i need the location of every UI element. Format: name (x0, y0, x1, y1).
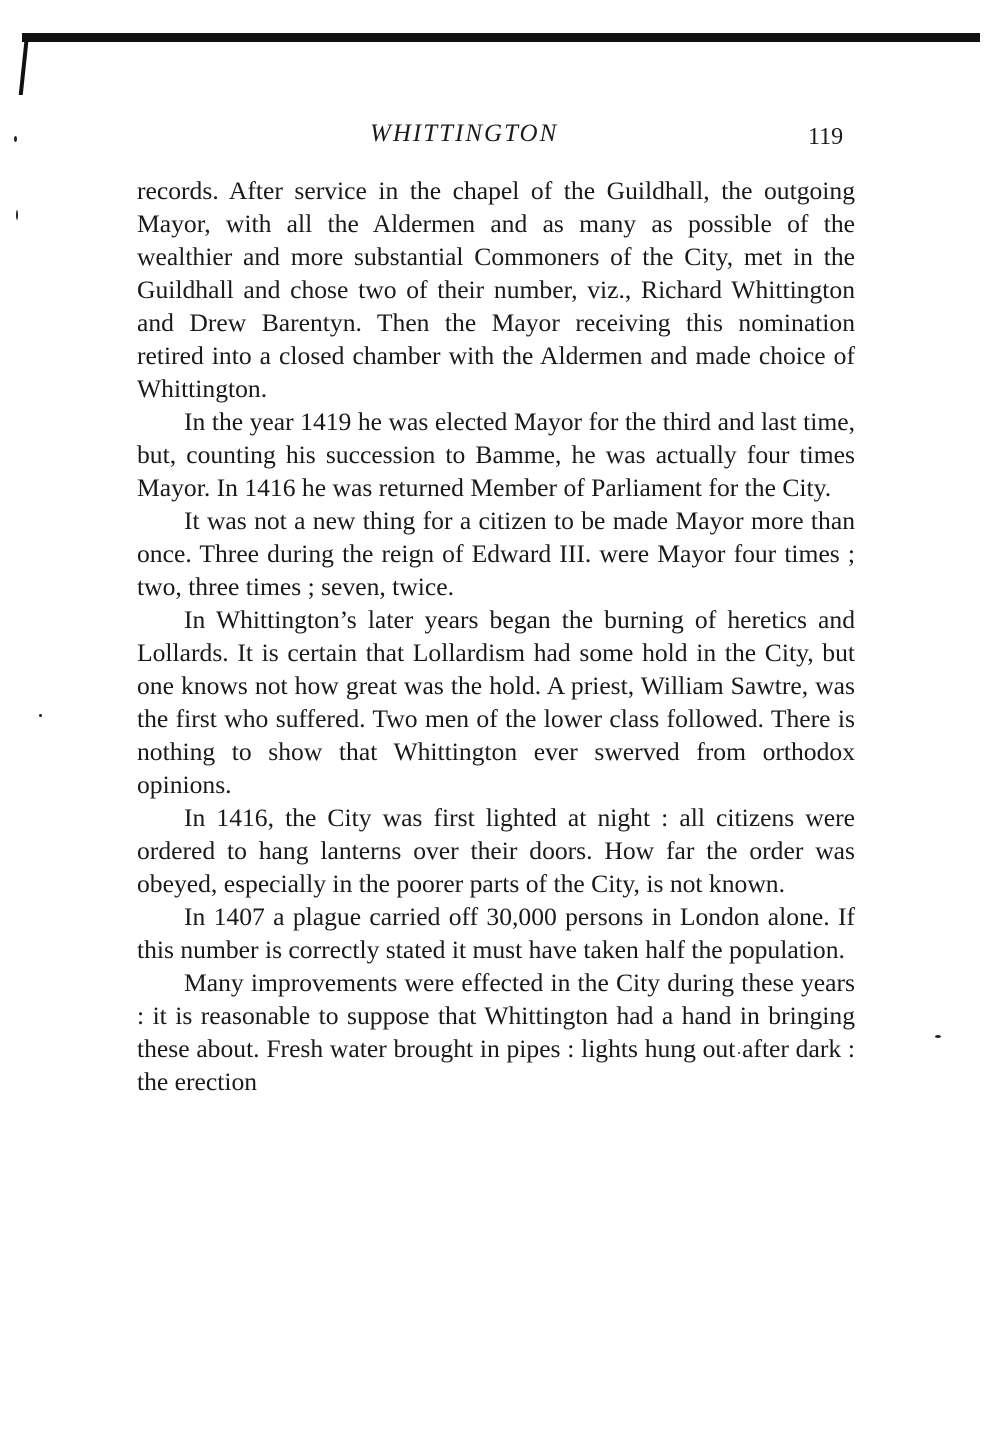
paragraph: It was not a new thing for a citizen to be made Mayor more than once. Three during the reign of Edward III. were Mayor four times ; two, three times ; seven, twice. (137, 506, 855, 601)
paragraph: In the year 1419 he was elected Mayor for the third and last time, but, counting his succession to Bamme, he was actually four times Mayor. In 1416 he was returned Member of Parliament for the City. (137, 407, 855, 502)
top-rule (22, 33, 980, 42)
paragraph: In Whittington’s later years began the burning of heretics and Lollards. It is certain that Lollardism had some hold in the City, but one knows not how great was the hold. A priest, William Sawtre, was the first who suffered. Two men of the lower class followed. There is nothing to show that Whittington ever swerved from orthodox opinions. (137, 605, 855, 799)
body-text (137, 174, 855, 1098)
paragraph: In 1416, the City was first lighted at night : all citizens were ordered to hang lanterns over their doors. How far the order was obeyed, especially in the poorer parts of the City, is not known. (137, 803, 855, 898)
page-number: 119 (808, 124, 844, 150)
top-rule-hook (19, 33, 30, 95)
scan-speck (16, 210, 18, 220)
scan-speck (935, 1035, 941, 1038)
paragraph: records. After service in the chapel of the Guildhall, the outgoing Mayor, with all the Aldermen and as many as possible of the wealthier and more substantial Commoners of the City, met in the Guildhall and chose two of their number, viz., Richard Whittington and Drew Barentyn. Then the Mayor receiving this nomination retired into a closed chamber with the Aldermen and made choice of Whittington. (137, 176, 855, 403)
running-title: WHITTINGTON (370, 120, 559, 147)
scan-speck (39, 714, 42, 717)
paragraph: In 1407 a plague carried off 30,000 persons in London alone. If this number is correctly stated it must have taken half the population. (137, 902, 855, 964)
paragraph: Many improvements were effected in the City during these years : it is reasonable to suppose that Whittington had a hand in bringing these about. Fresh water brought in pipes : lights hung out after dark : the erection (137, 968, 855, 1096)
running-head (0, 120, 1000, 156)
